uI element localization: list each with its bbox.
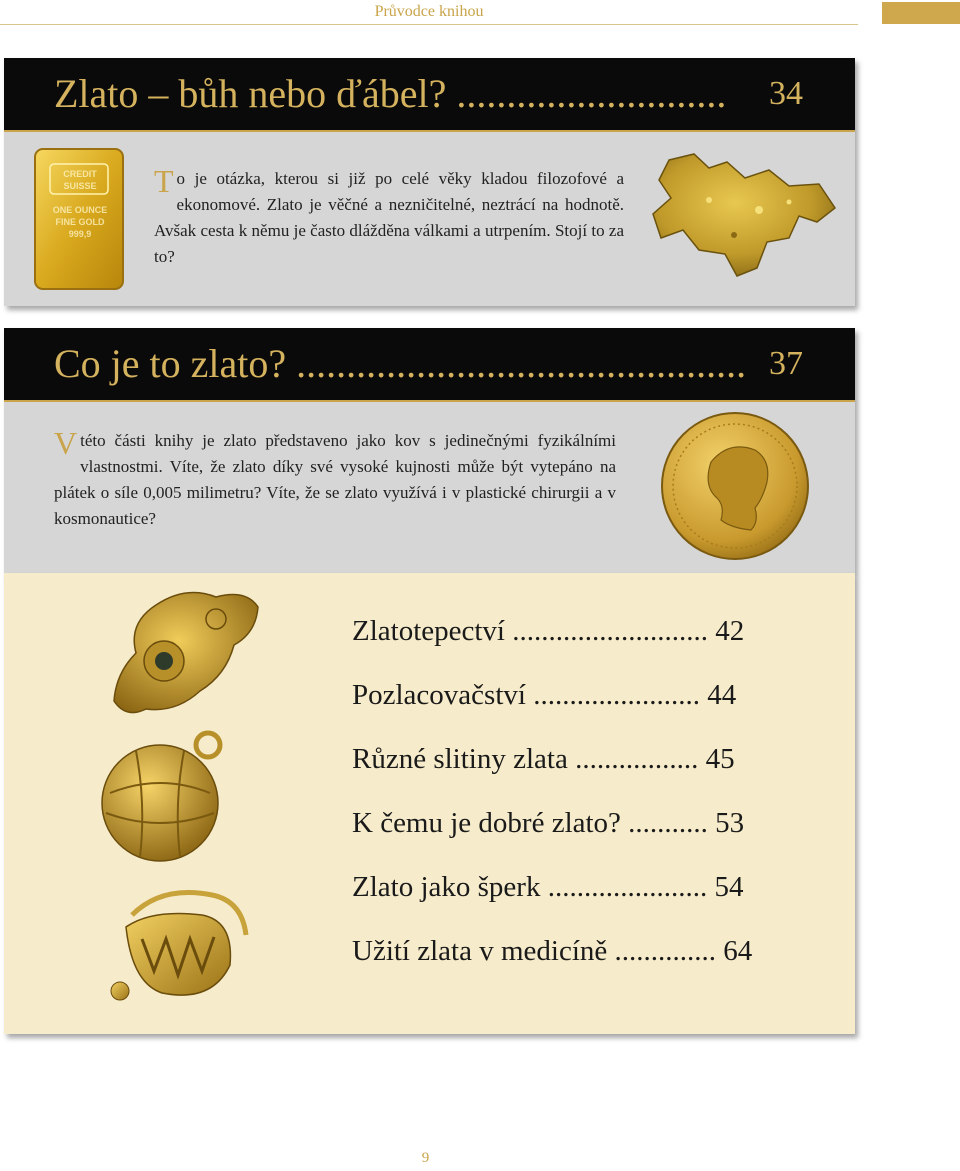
section-heading-bar xyxy=(4,58,855,132)
gold-bar-text xyxy=(38,168,122,240)
section-page-number: 37 xyxy=(769,345,803,382)
dropcap: T xyxy=(154,163,174,199)
gold-nugget-image xyxy=(649,150,839,280)
section-intro-text xyxy=(154,163,624,270)
section-title: Zlato – bůh nebo ďábel? ........................... xyxy=(54,71,727,116)
corner-tab xyxy=(882,2,960,24)
gold-earring-image xyxy=(102,875,252,1010)
section-heading-bar xyxy=(4,328,855,402)
paragraph: této části knihy je zlato představeno jako kov s jedinečnými fyzikálními vlastnostmi. Víte, že zlato díky své vysoké kujnosti může být vytepáno na plátek o síle 0,005 milimetru? Víte, že se zlato využívá i v plastické chirurgii a v kosmonautice? xyxy=(54,431,616,528)
running-head: Průvodce knihou xyxy=(0,0,858,25)
table-of-contents xyxy=(352,613,807,997)
section-page-number: 34 xyxy=(769,75,803,112)
page-number: 9 xyxy=(421,1150,430,1166)
bar-line: FINE GOLD xyxy=(55,217,105,227)
dropcap: V xyxy=(54,425,78,461)
toc-entry[interactable]: Pozlacovačství ....................... 44 xyxy=(352,679,737,711)
section-zlato-buh-nebo-dabel xyxy=(4,58,855,306)
bar-line: CREDIT xyxy=(63,169,97,179)
bar-line: ONE OUNCE xyxy=(52,205,108,215)
toc-entry[interactable]: Zlatotepectví ........................... 42 xyxy=(352,615,745,647)
gold-brooch-image xyxy=(106,583,266,723)
section-title: Co je to zlato? ............................................. xyxy=(54,341,747,386)
gold-coin-image xyxy=(659,410,811,562)
toc-entry[interactable]: Různé slitiny zlata ................. 45 xyxy=(352,743,735,775)
toc-entry[interactable]: K čemu je dobré zlato? ........... 53 xyxy=(352,807,745,839)
paragraph: o je otázka, kterou si již po celé věky kladou filozofové a ekonomové. Zlato je věčné a nezničitelné, neztrácí na hodnotě. Avšak cesta k němu je často dlážděna válkami a utrpením. Stojí to za to? xyxy=(154,169,624,266)
bar-line: 999,9 xyxy=(68,229,92,239)
gold-ball-pendant-image xyxy=(96,723,236,863)
bar-line: SUISSE xyxy=(63,181,97,191)
toc-entry[interactable]: Zlato jako šperk ...................... 54 xyxy=(352,871,744,903)
section-co-je-to-zlato xyxy=(4,328,855,573)
section-intro-text xyxy=(54,425,616,532)
section-toc-panel xyxy=(4,573,855,1034)
toc-entry[interactable]: Užití zlata v medicíně .............. 64 xyxy=(352,935,753,967)
